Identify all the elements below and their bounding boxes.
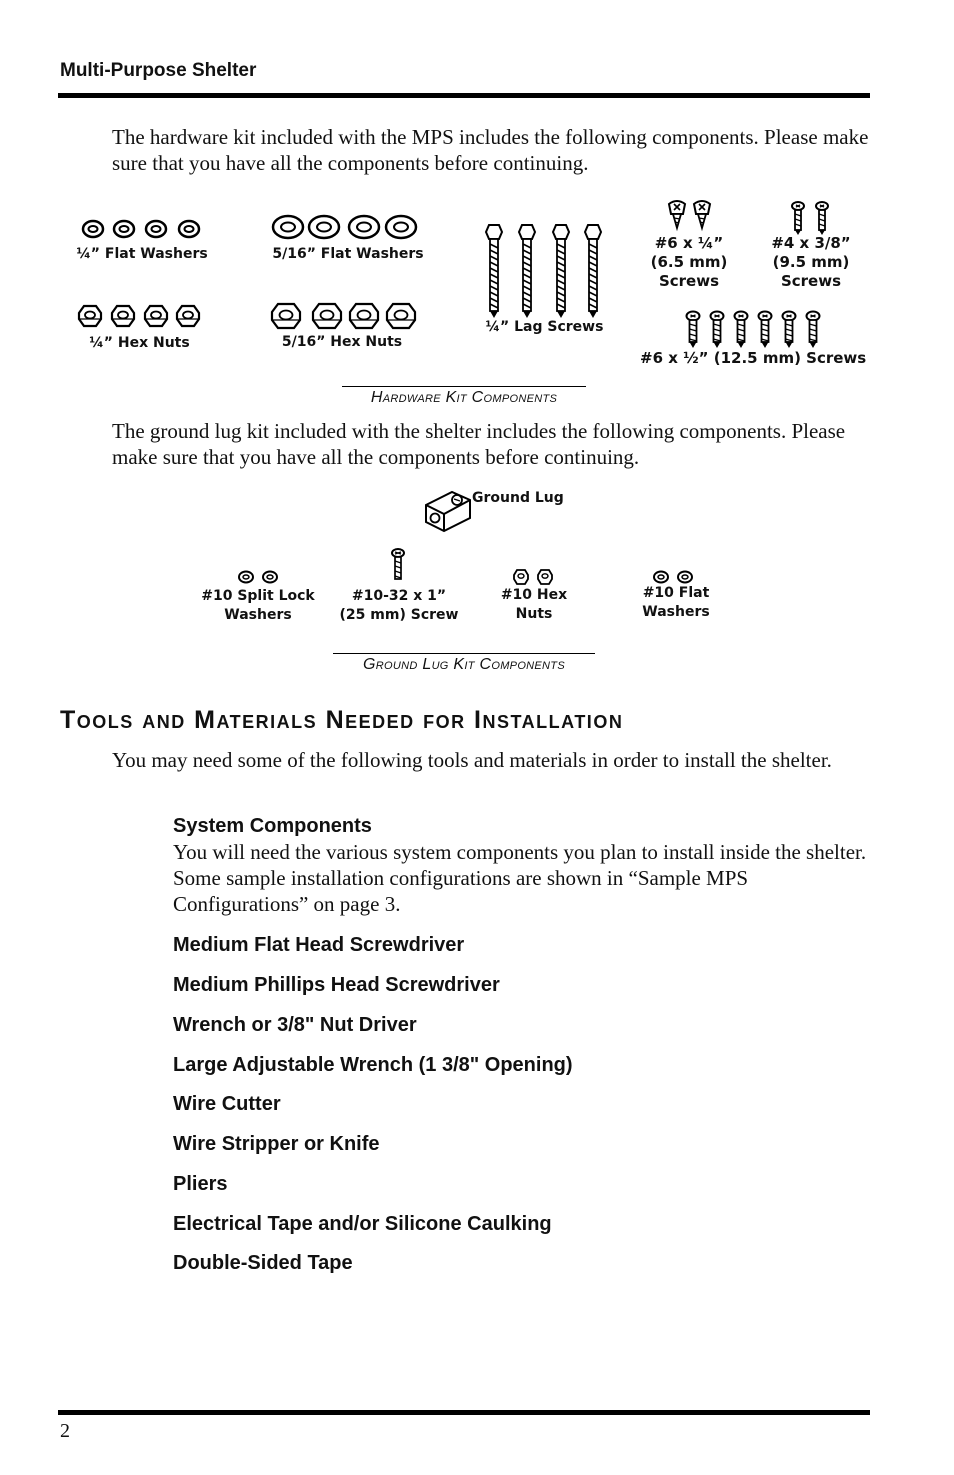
- label-screws-6-quarter: #6 x ¼” (6.5 mm) Screws: [650, 234, 728, 290]
- page-number: 2: [60, 1420, 70, 1442]
- list-item: [173, 813, 873, 917]
- item-title: Wire Stripper or Knife: [173, 1133, 380, 1155]
- hex-nut-10-icons: [514, 570, 552, 584]
- hex-nut-5-16-icons: [272, 304, 415, 328]
- item-title: Medium Phillips Head Screwdriver: [173, 974, 500, 996]
- label-split-lock-washers: #10 Split Lock Washers: [201, 588, 315, 623]
- label-lag-screws: ¼” Lag Screws: [485, 319, 604, 335]
- list-item: [173, 1211, 873, 1237]
- screw-6-quarter-icons: [669, 201, 710, 228]
- label-hex-nuts-quarter: ¼” Hex Nuts: [89, 335, 190, 351]
- label-screws-4-3-8: #4 x 3/8” (9.5 mm) Screws: [771, 234, 851, 290]
- item-title: Electrical Tape and/or Silicone Caulking: [173, 1213, 552, 1235]
- section-heading: Tools and Materials Needed for Installation: [60, 706, 624, 734]
- label-flat-washers-10: #10 Flat Washers: [642, 585, 710, 620]
- item-title: Wire Cutter: [173, 1093, 281, 1115]
- running-header: Multi-Purpose Shelter: [60, 60, 257, 81]
- flat-washer-5-16-icons: [273, 216, 416, 238]
- screw-4-3-8-icons: [792, 202, 828, 235]
- hardware-kit-caption: Hardware Kit Components: [342, 386, 586, 407]
- split-lock-washer-icons: [239, 572, 277, 583]
- screw-10-32-icon: [392, 549, 404, 579]
- flat-washer-10-icons: [654, 572, 692, 583]
- ground-lug-kit-caption: Ground Lug Kit Components: [333, 653, 595, 674]
- hardware-intro: The hardware kit included with the MPS includes the following components. Please make sure that you have all the components before continuing.: [112, 125, 869, 175]
- list-item: [173, 1052, 873, 1078]
- header-rule: [58, 93, 870, 98]
- lag-screw-icons: [486, 225, 601, 318]
- screw-6-half-icons: [687, 312, 820, 349]
- item-title: Medium Flat Head Screwdriver: [173, 934, 465, 956]
- list-item: [173, 1012, 873, 1038]
- label-screws-6-half: #6 x ½” (12.5 mm) Screws: [640, 349, 867, 367]
- section-intro: You may need some of the following tools and materials in order to install the shelter.: [112, 748, 832, 772]
- label-flat-washers-5-16: 5/16” Flat Washers: [272, 246, 424, 262]
- flat-washer-quarter-icons: [83, 221, 199, 237]
- list-item: [173, 1171, 873, 1197]
- footer-rule: [58, 1410, 870, 1415]
- item-description: You will need the various system components you plan to install inside the shelter. Some sample installation configurations are shown in “Sample MPS Configurations” on page 3.: [173, 840, 867, 916]
- list-item: [173, 932, 873, 958]
- list-item: [173, 1091, 873, 1117]
- list-item: [173, 1250, 873, 1276]
- hex-nut-quarter-icons: [79, 306, 199, 326]
- list-item: [173, 972, 873, 998]
- item-title: Wrench or 3/8" Nut Driver: [173, 1014, 417, 1036]
- ground-lug-intro: The ground lug kit included with the shelter includes the following components. Please make sure that you have all the components before continuing.: [112, 419, 846, 469]
- label-hex-nuts-10: #10 Hex Nuts: [500, 587, 568, 622]
- label-screw-10-32: #10-32 x 1” (25 mm) Screw: [339, 588, 459, 623]
- list-item: [173, 1131, 873, 1157]
- item-title: Double-Sided Tape: [173, 1252, 353, 1274]
- label-flat-washers-quarter: ¼” Flat Washers: [76, 246, 208, 262]
- ground-lug-icon: [426, 492, 470, 531]
- item-title: System Components: [173, 815, 372, 837]
- item-title: Pliers: [173, 1173, 228, 1195]
- item-title: Large Adjustable Wrench (1 3/8" Opening): [173, 1054, 573, 1076]
- label-hex-nuts-5-16: 5/16” Hex Nuts: [281, 334, 403, 350]
- label-ground-lug: Ground Lug: [472, 490, 564, 506]
